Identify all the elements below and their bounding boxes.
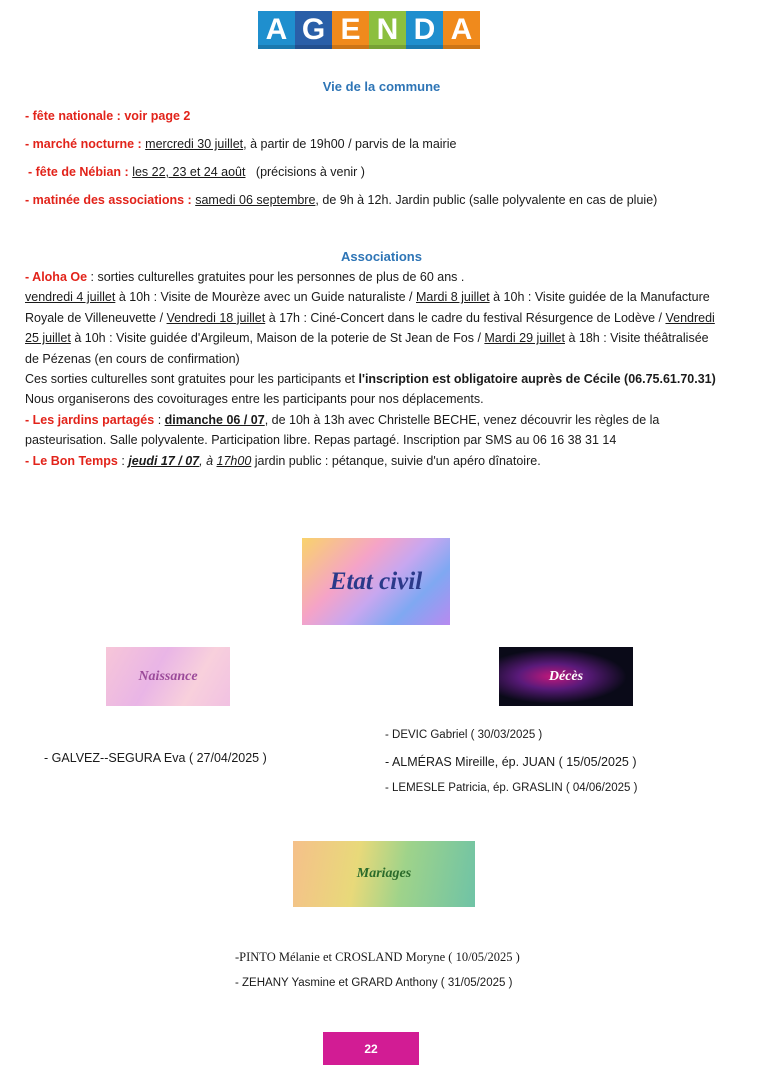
event-label: - fête nationale : — [25, 109, 121, 123]
jardins-label: - Les jardins partagés — [25, 412, 155, 427]
agenda-banner — [258, 11, 480, 49]
associations-text — [25, 267, 725, 471]
mariage-entry: - ZEHANY Yasmine et GRARD Anthony ( 31/05/2025 ) — [235, 977, 513, 989]
agenda-letter: N — [369, 11, 406, 49]
event-date: les 22, 23 et 24 août — [132, 165, 246, 179]
aloha-date: Vendredi 18 juillet — [166, 310, 266, 325]
jardins-partages — [25, 410, 725, 451]
bontemps-at: , à — [199, 453, 217, 468]
aloha-schedule — [25, 287, 725, 369]
bontemps-date: jeudi 17 / 07 — [128, 453, 200, 468]
section-title-commune: Vie de la commune — [322, 79, 441, 94]
aloha-date: Mardi 8 juillet — [416, 290, 490, 305]
aloha-date: vendredi 4 juillet — [25, 290, 116, 305]
bontemps-label: - Le Bon Temps — [25, 453, 118, 468]
separator: : — [117, 453, 129, 468]
deces-entry: - ALMÉRAS Mireille, ép. JUAN ( 15/05/2025 ) — [385, 755, 637, 769]
aloha-activity: à 10h : Visite guidée de la Manufacture Royale de Villeneuvette / — [25, 290, 710, 325]
mariage-entry: -PINTO Mélanie et CROSLAND Moryne ( 10/05/2025 ) — [235, 950, 520, 964]
deces-image: Décès — [499, 647, 633, 706]
event-matinee-associations — [25, 190, 657, 210]
agenda-letter: A — [443, 11, 480, 49]
aloha-activity: à 17h : Ciné-Concert dans le cadre du festival Résurgence de Lodève / — [265, 310, 666, 325]
event-text: voir page 2 — [124, 109, 191, 123]
aloha-date: Mardi 29 juillet — [484, 331, 565, 346]
agenda-letter: G — [295, 11, 332, 49]
section-title-associations: Associations — [341, 249, 422, 264]
naissance-image: Naissance — [106, 647, 230, 706]
aloha-activity: à 10h : Visite guidée d'Argileum, Maison de la poterie de St Jean de Fos / — [70, 331, 485, 346]
free-note-text: Ces sorties culturelles sont gratuites pour les participants et — [25, 372, 359, 387]
mariages-image: Mariages — [293, 841, 475, 907]
event-label: - matinée des associations : — [25, 193, 192, 207]
covoiturage-note: Nous organiserons des covoiturages entre les participants pour nos déplacements. — [25, 392, 484, 407]
agenda-letter: D — [406, 11, 443, 49]
event-marche-nocturne — [25, 134, 456, 154]
aloha-intro — [25, 267, 725, 287]
separator: : — [154, 412, 165, 427]
agenda-letter: E — [332, 11, 369, 49]
event-date: samedi 06 septembre — [195, 193, 316, 207]
aloha-text: : sorties culturelles gratuites pour les personnes de plus de 60 ans . — [87, 270, 465, 284]
etat-civil-image: Etat civil — [302, 538, 450, 625]
event-text: , à partir de 19h00 / parvis de la mairie — [243, 137, 457, 151]
event-fete-nebian — [28, 162, 365, 182]
aloha-activity: à 10h : Visite de Mourèze avec un Guide naturaliste / — [115, 290, 416, 305]
event-text: (précisions à venir ) — [255, 165, 365, 179]
bon-temps — [25, 451, 725, 471]
jardins-text: , de 10h à 13h avec Christelle BECHE, venez découvrir les règles de la pasteurisation. Salle polyvalente. Participation libre. Repas partagé. Inscription par SMS au 06 16 38 31 14 — [25, 412, 660, 448]
aloha-label: - Aloha Oe — [25, 270, 88, 284]
event-text: , de 9h à 12h. Jardin public (salle polyvalente en cas de pluie) — [315, 193, 658, 207]
aloha-date: Vendredi 25 juillet — [25, 310, 715, 346]
registration-note: l'inscription est obligatoire auprès de Cécile (06.75.61.70.31) — [358, 372, 716, 387]
deces-entry: - LEMESLE Patricia, ép. GRASLIN ( 04/06/2025 ) — [385, 782, 638, 794]
event-label: - marché nocturne : — [25, 137, 142, 151]
aloha-activity: à 18h : Visite théâtralisée de Pézenas (en cours de confirmation) — [25, 331, 709, 366]
deces-entry: - DEVIC Gabriel ( 30/03/2025 ) — [385, 729, 543, 741]
agenda-letter: A — [258, 11, 295, 49]
bontemps-time: 17h00 — [216, 453, 252, 468]
aloha-free-note — [25, 369, 725, 389]
jardins-date: dimanche 06 / 07 — [164, 412, 265, 427]
bontemps-text: jardin public : pétanque, suivie d'un apéro dînatoire. — [251, 453, 541, 468]
event-label: - fête de Nébian : — [28, 165, 129, 179]
naissance-entry: - GALVEZ--SEGURA Eva ( 27/04/2025 ) — [44, 751, 267, 765]
event-date: mercredi 30 juillet — [145, 137, 244, 151]
page-number: 22 — [323, 1032, 419, 1065]
event-fete-nationale — [25, 106, 190, 126]
